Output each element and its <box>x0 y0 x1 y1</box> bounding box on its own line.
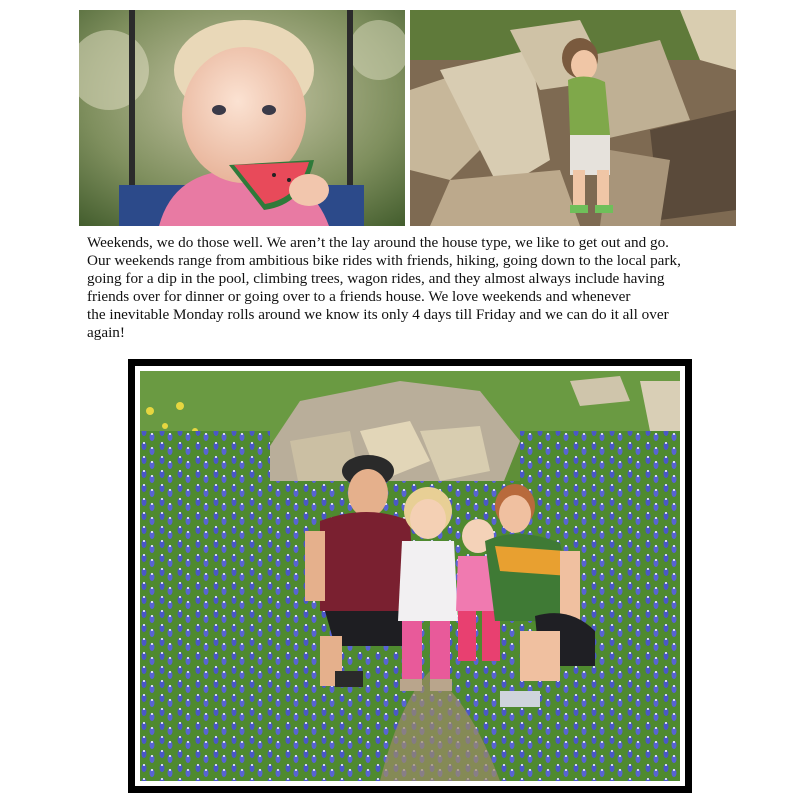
story-paragraph: Weekends, we do those well. We aren’t the lay around the house type, we like to get out and go. Our weekends range from ambitious bike rides with friends, hiking, going down to the local park, going for a dip in the pool, climbing trees, wagon rides, and they almost always include having friends over for dinner or going over to a friends house. We love weekends and whenever the inevitable Monday rolls around we know its only 4 days till Friday and we can do it all over again! <box>87 234 681 341</box>
photo-family-bluebonnets <box>140 371 680 781</box>
family-photo-mat <box>135 366 685 786</box>
family-photo-frame <box>128 359 692 793</box>
photo-toddler-rocks <box>410 10 736 226</box>
photo-toddler-watermelon <box>79 10 405 226</box>
